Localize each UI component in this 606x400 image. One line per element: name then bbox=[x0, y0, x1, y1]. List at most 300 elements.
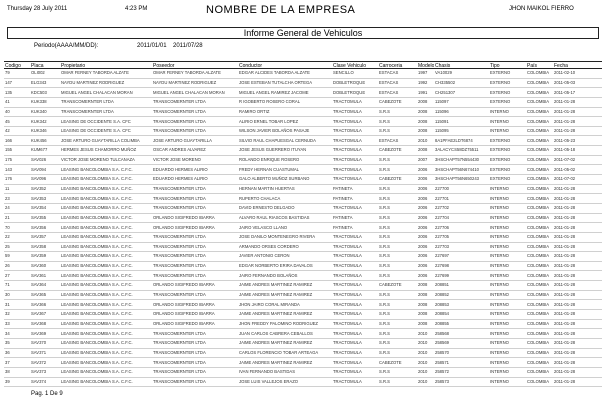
cell-clase-vehiculo: TRACTOMULA bbox=[332, 358, 378, 368]
cell-tipo: INTERNO bbox=[489, 261, 526, 271]
cell-carroceria: S.R.S bbox=[378, 213, 417, 223]
cell-fecha: 2011-05-02 bbox=[553, 165, 602, 175]
cell-poseedor: TRANSCOMERNTER LTDA bbox=[152, 126, 238, 136]
cell-placa: SAV373 bbox=[30, 367, 60, 377]
table-row bbox=[4, 223, 602, 233]
cell-placa: SAV368 bbox=[30, 319, 60, 329]
cell-tipo: EXTERNO bbox=[489, 69, 526, 78]
cell-tipo: EXTERNO bbox=[489, 155, 526, 165]
cell-chasis: 3HSCHAPT56N650243 bbox=[434, 175, 489, 185]
cell-codigo: 38 bbox=[4, 367, 30, 377]
cell-tipo: INTERNO bbox=[489, 252, 526, 262]
cell-modelo: 2008 bbox=[417, 146, 434, 156]
cell-propietario: LEASING BANCOLOMBIA S.A. C.F.C. bbox=[60, 329, 152, 339]
cell-tipo: INTERNO bbox=[489, 232, 526, 242]
cell-carroceria: S.R.S bbox=[378, 261, 417, 271]
cell-fecha: 2011-01-28 bbox=[553, 213, 602, 223]
cell-propietario: TRANSCOMERNTER LTDA bbox=[60, 97, 152, 107]
cell-fecha: 2011-05-17 bbox=[553, 88, 602, 98]
cell-poseedor: TRANSCOMERNTER LTDA bbox=[152, 290, 238, 300]
period-label: Periodo(AAAA/MM/DD): bbox=[34, 43, 99, 49]
cell-modelo: 2008 bbox=[417, 107, 434, 117]
cell-placa: SAV353 bbox=[30, 194, 60, 204]
cell-poseedor: TRANSCOMERNTER LTDA bbox=[152, 261, 238, 271]
page-number: Pag. 1 De 9 bbox=[31, 391, 63, 397]
cell-pais: COLOMBIA bbox=[526, 252, 553, 262]
cell-conductor: IVAN FERNANDO BASTIDAS bbox=[238, 367, 332, 377]
cell-tipo: INTERNO bbox=[489, 338, 526, 348]
table-row bbox=[4, 338, 602, 348]
table-row bbox=[4, 232, 602, 242]
column-header-conductor: Conductor bbox=[239, 62, 263, 69]
cell-codigo: 155 bbox=[4, 146, 30, 156]
cell-tipo: EXTERNO bbox=[489, 97, 526, 107]
cell-codigo: 11 bbox=[4, 184, 30, 194]
cell-codigo: 45 bbox=[4, 117, 30, 127]
table-row bbox=[4, 155, 602, 165]
cell-chasis: 227702 bbox=[434, 203, 489, 213]
cell-conductor: JAIME ANDRES MARTINEZ RAMIREZ bbox=[238, 290, 332, 300]
cell-pais: COLOMBIA bbox=[526, 223, 553, 233]
cell-poseedor: TRANSCOMERNTER LTDA bbox=[152, 194, 238, 204]
cell-conductor: JAIME ANDRES MARTINEZ RAMIREZ bbox=[238, 338, 332, 348]
cell-fecha: 2011-05-03 bbox=[553, 78, 602, 88]
cell-modelo: 2010 bbox=[417, 348, 434, 358]
cell-carroceria: S.R.S bbox=[378, 126, 417, 136]
cell-clase-vehiculo: TRACTOMULA bbox=[332, 329, 378, 339]
cell-clase-vehiculo: TRACTOMULA bbox=[332, 146, 378, 156]
cell-poseedor: ORLANDO SIGIFREDO IBARRA bbox=[152, 223, 238, 233]
table-row bbox=[4, 242, 602, 252]
cell-clase-vehiculo: TRACTOMULA bbox=[332, 107, 378, 117]
cell-chasis: 3HSCHAPT56N674410 bbox=[434, 165, 489, 175]
cell-modelo: 2006 bbox=[417, 271, 434, 281]
cell-modelo: 2008 bbox=[417, 290, 434, 300]
column-header-placa: Placa bbox=[31, 62, 44, 69]
cell-clase-vehiculo: TRACTOMULA bbox=[332, 242, 378, 252]
cell-carroceria: S.R.S bbox=[378, 271, 417, 281]
cell-chasis: 227698 bbox=[434, 261, 489, 271]
cell-poseedor: OSCAR ANDRES ALVAREZ bbox=[152, 146, 238, 156]
table-row bbox=[4, 213, 602, 223]
cell-tipo: EXTERNO bbox=[489, 88, 526, 98]
cell-modelo: 2008 bbox=[417, 126, 434, 136]
cell-conductor: CARLOS FLORENCIO TOBAR ARTEAGA bbox=[238, 348, 332, 358]
cell-codigo: 135 bbox=[4, 88, 30, 98]
period-from: 2011/01/01 bbox=[137, 43, 167, 49]
cell-clase-vehiculo: TRACTOMULA bbox=[332, 271, 378, 281]
cell-poseedor: TRANSCOMERNTER LTDA bbox=[152, 232, 238, 242]
cell-poseedor: EDUARDO HERMES ALIRIO bbox=[152, 165, 238, 175]
cell-clase-vehiculo: TRACTOMULA bbox=[332, 117, 378, 127]
column-header-pais: País bbox=[527, 62, 538, 69]
cell-codigo: 32 bbox=[4, 310, 30, 320]
cell-pais: COLOMBIA bbox=[526, 367, 553, 377]
cell-pais: COLOMBIA bbox=[526, 78, 553, 88]
cell-clase-vehiculo: DOBLETROQUE bbox=[332, 78, 378, 88]
cell-codigo: 23 bbox=[4, 194, 30, 204]
cell-tipo: INTERNO bbox=[489, 126, 526, 136]
cell-fecha: 2011-01-28 bbox=[553, 271, 602, 281]
cell-chasis: 258573 bbox=[434, 377, 489, 387]
cell-carroceria: S.R.S bbox=[378, 348, 417, 358]
cell-carroceria: S.R.S bbox=[378, 329, 417, 339]
cell-propietario: LEASING BANCOLOMBIA S.A. C.F.C. bbox=[60, 348, 152, 358]
cell-chasis: 227705 bbox=[434, 232, 489, 242]
cell-placa: SAV352 bbox=[30, 184, 60, 194]
cell-chasis: 3ALACYCS58DZ75511 bbox=[434, 146, 489, 156]
cell-propietario: NAYDU MARTINEZ RODRIGUEZ bbox=[60, 78, 152, 88]
cell-pais: COLOMBIA bbox=[526, 155, 553, 165]
cell-poseedor: ORLANDO SIGIFREDO IBARRA bbox=[152, 281, 238, 291]
cell-pais: COLOMBIA bbox=[526, 358, 553, 368]
table-row bbox=[4, 146, 602, 156]
cell-codigo: 37 bbox=[4, 358, 30, 368]
cell-clase-vehiculo: TRACTOMULA bbox=[332, 310, 378, 320]
cell-propietario: LEASING BANCOLOMBIA S.A. C.F.C. bbox=[60, 194, 152, 204]
cell-carroceria: CABEZOTE bbox=[378, 175, 417, 185]
cell-poseedor: EDUARDO HERMES ALIRIO bbox=[152, 175, 238, 185]
cell-carroceria: S.R.S bbox=[378, 194, 417, 204]
cell-clase-vehiculo: TRACTOMULA bbox=[332, 377, 378, 387]
cell-placa: KUK456 bbox=[30, 136, 60, 146]
cell-chasis: 208855 bbox=[434, 319, 489, 329]
table-row bbox=[4, 348, 602, 358]
cell-tipo: EXTERNO bbox=[489, 136, 526, 146]
cell-placa: SAV354 bbox=[30, 203, 60, 213]
table-row bbox=[4, 367, 602, 377]
cell-fecha: 2011-01-28 bbox=[553, 97, 602, 107]
cell-codigo: 30 bbox=[4, 290, 30, 300]
cell-pais: COLOMBIA bbox=[526, 271, 553, 281]
cell-propietario: TRANSCOMERNTER LTDA bbox=[60, 107, 152, 117]
cell-conductor: HERNAN MARTIN HUERTAS bbox=[238, 184, 332, 194]
table-row bbox=[4, 78, 602, 88]
cell-carroceria: S.R.S bbox=[378, 338, 417, 348]
table-row bbox=[4, 165, 602, 175]
report-user: JHON MAIKOL FIERRO bbox=[509, 6, 574, 12]
cell-poseedor: ORLANDO SIGIFREDO IBARRA bbox=[152, 319, 238, 329]
cell-chasis: 258570 bbox=[434, 348, 489, 358]
cell-clase-vehiculo: TRACTOMULA bbox=[332, 232, 378, 242]
cell-modelo: 2008 bbox=[417, 281, 434, 291]
cell-conductor: ALVARO RAUL RIASCOS BASTIDAS bbox=[238, 213, 332, 223]
cell-tipo: INTERNO bbox=[489, 281, 526, 291]
cell-propietario: LEASING DE OCCIDENTE S.A. CFC bbox=[60, 117, 152, 127]
cell-codigo: 35 bbox=[4, 338, 30, 348]
cell-fecha: 2011-01-28 bbox=[553, 319, 602, 329]
cell-chasis: CH251307 bbox=[434, 88, 489, 98]
cell-carroceria: S.R.S bbox=[378, 242, 417, 252]
cell-fecha: 2011-01-28 bbox=[553, 203, 602, 213]
cell-propietario: LEASING BANCOLOMBIA S.A. C.F.C. bbox=[60, 213, 152, 223]
cell-fecha: 2011-01-28 bbox=[553, 367, 602, 377]
cell-modelo: 2006 bbox=[417, 203, 434, 213]
cell-carroceria: S.R.S bbox=[378, 155, 417, 165]
table-row bbox=[4, 69, 602, 78]
cell-placa: ELG343 bbox=[30, 78, 60, 88]
cell-tipo: INTERNO bbox=[489, 319, 526, 329]
cell-codigo: 143 bbox=[4, 165, 30, 175]
cell-conductor: JAIME ANDRES MARTINEZ RAMIREZ bbox=[238, 310, 332, 320]
cell-chasis: 227704 bbox=[434, 213, 489, 223]
cell-clase-vehiculo: TRACTOMULA bbox=[332, 136, 378, 146]
cell-poseedor: TRANSCOMERNTER LTDA bbox=[152, 252, 238, 262]
cell-codigo: 41 bbox=[4, 97, 30, 107]
cell-fecha: 2011-01-28 bbox=[553, 194, 602, 204]
cell-codigo: 71 bbox=[4, 281, 30, 291]
cell-modelo: 2006 bbox=[417, 242, 434, 252]
cell-carroceria: S.R.S bbox=[378, 300, 417, 310]
cell-conductor: JOSE LUIS VALLEJOS ERAZO bbox=[238, 377, 332, 387]
cell-carroceria: S.R.S bbox=[378, 232, 417, 242]
cell-carroceria: CABEZOTE bbox=[378, 358, 417, 368]
cell-codigo: 22 bbox=[4, 232, 30, 242]
cell-carroceria: S.R.S bbox=[378, 203, 417, 213]
cell-codigo: 79 bbox=[4, 69, 30, 78]
cell-clase-vehiculo: PATINETA bbox=[332, 223, 378, 233]
cell-chasis: 115096 bbox=[434, 107, 489, 117]
cell-conductor: JAVIER ANTONIO CERON bbox=[238, 252, 332, 262]
cell-carroceria: CABEZOTE bbox=[378, 97, 417, 107]
table-row bbox=[4, 184, 602, 194]
cell-conductor: JAIME ANDRES MARTINEZ RAMIREZ bbox=[238, 281, 332, 291]
cell-codigo: 59 bbox=[4, 252, 30, 262]
cell-clase-vehiculo: PATINETA bbox=[332, 184, 378, 194]
cell-conductor: JAIRO VELASCO LLANO bbox=[238, 223, 332, 233]
cell-placa: SAV355 bbox=[30, 213, 60, 223]
table-row bbox=[4, 203, 602, 213]
cell-codigo: 175 bbox=[4, 155, 30, 165]
cell-tipo: INTERNO bbox=[489, 107, 526, 117]
cell-propietario: HERMES JESUS CHAMORRO MUÑOZ bbox=[60, 146, 152, 156]
table-row bbox=[4, 310, 602, 320]
cell-carroceria: S.R.S bbox=[378, 319, 417, 329]
cell-modelo: 2010 bbox=[417, 136, 434, 146]
cell-propietario: VICTOR JOSE MORENO TULCANAZA bbox=[60, 155, 152, 165]
cell-tipo: INTERNO bbox=[489, 300, 526, 310]
cell-fecha: 2011-01-28 bbox=[553, 232, 602, 242]
cell-codigo: 176 bbox=[4, 175, 30, 185]
cell-fecha: 2011-05-18 bbox=[553, 146, 602, 156]
cell-clase-vehiculo: DOBLETROQUE bbox=[332, 88, 378, 98]
cell-fecha: 2011-01-28 bbox=[553, 290, 602, 300]
cell-propietario: LEASING BANCOLOMBIA S.A. C.F.C. bbox=[60, 232, 152, 242]
cell-clase-vehiculo: TRACTOMULA bbox=[332, 261, 378, 271]
cell-placa: KDC503 bbox=[30, 88, 60, 98]
cell-clase-vehiculo: TRACTOMULA bbox=[332, 338, 378, 348]
cell-conductor: EDGAR ALCIDES TABORDA ALZATE bbox=[238, 69, 332, 78]
cell-clase-vehiculo: PATINETA bbox=[332, 213, 378, 223]
cell-chasis: VA10029 bbox=[434, 69, 489, 78]
cell-placa: KUM677 bbox=[30, 146, 60, 156]
cell-codigo: 166 bbox=[4, 136, 30, 146]
cell-conductor: ROLANDO ENRIQUE ROSERO bbox=[238, 155, 332, 165]
company-name: NOMBRE DE LA EMPRESA bbox=[206, 4, 356, 16]
cell-pais: COLOMBIA bbox=[526, 97, 553, 107]
cell-modelo: 2006 bbox=[417, 175, 434, 185]
cell-pais: COLOMBIA bbox=[526, 319, 553, 329]
cell-carroceria: ESTACAS bbox=[378, 88, 417, 98]
cell-modelo: 2008 bbox=[417, 300, 434, 310]
cell-placa: SAV365 bbox=[30, 290, 60, 300]
cell-pais: COLOMBIA bbox=[526, 242, 553, 252]
cell-poseedor: TRANSCOMERNTER LTDA bbox=[152, 367, 238, 377]
cell-conductor: WILSON JAVIER BOLAÑOS PASAJE bbox=[238, 126, 332, 136]
cell-fecha: 2011-07-02 bbox=[553, 175, 602, 185]
cell-placa: SAV358 bbox=[30, 242, 60, 252]
cell-chasis: 208853 bbox=[434, 300, 489, 310]
cell-pais: COLOMBIA bbox=[526, 165, 553, 175]
cell-poseedor: TRANSCOMERNTER LTDA bbox=[152, 338, 238, 348]
cell-clase-vehiculo: TRACTOMULA bbox=[332, 281, 378, 291]
cell-pais: COLOMBIA bbox=[526, 136, 553, 146]
cell-fecha: 2011-01-28 bbox=[553, 300, 602, 310]
table-row bbox=[4, 377, 602, 387]
cell-pais: COLOMBIA bbox=[526, 213, 553, 223]
cell-poseedor: TRANSCOMERNTER LTDA bbox=[152, 348, 238, 358]
cell-poseedor: ORLANDO SIGIFREDO IBARRA bbox=[152, 310, 238, 320]
cell-chasis: 115091 bbox=[434, 117, 489, 127]
cell-modelo: 2006 bbox=[417, 165, 434, 175]
cell-placa: SAV366 bbox=[30, 300, 60, 310]
table-row bbox=[4, 136, 602, 146]
cell-pais: COLOMBIA bbox=[526, 377, 553, 387]
column-header-codigo: Codigo bbox=[5, 62, 21, 69]
cell-conductor: JAIME ANDRES MARTINEZ RAMIREZ bbox=[238, 358, 332, 368]
cell-chasis: 227697 bbox=[434, 252, 489, 262]
cell-fecha: 2011-01-28 bbox=[553, 107, 602, 117]
cell-codigo: 70 bbox=[4, 223, 30, 233]
cell-placa: KUK338 bbox=[30, 97, 60, 107]
cell-fecha: 2011-01-28 bbox=[553, 358, 602, 368]
cell-modelo: 2006 bbox=[417, 252, 434, 262]
cell-carroceria: S.R.S bbox=[378, 377, 417, 387]
cell-fecha: 2011-01-28 bbox=[553, 117, 602, 127]
cell-tipo: EXTERNO bbox=[489, 146, 526, 156]
cell-tipo: EXTERNO bbox=[489, 78, 526, 88]
cell-placa: SAV356 bbox=[30, 223, 60, 233]
column-header-modelo: Modelo bbox=[418, 62, 434, 69]
cell-codigo: 147 bbox=[4, 78, 30, 88]
cell-conductor: ARMANDO ORSES CORDERO bbox=[238, 242, 332, 252]
table-row bbox=[4, 126, 602, 136]
cell-modelo: 2008 bbox=[417, 319, 434, 329]
cell-pais: COLOMBIA bbox=[526, 203, 553, 213]
cell-clase-vehiculo: TRACTOMULA bbox=[332, 348, 378, 358]
cell-propietario: LEASING BANCOLOMBIA S.A. C.F.C. bbox=[60, 281, 152, 291]
cell-modelo: 2006 bbox=[417, 194, 434, 204]
table-row bbox=[4, 319, 602, 329]
cell-carroceria: CABEZOTE bbox=[378, 281, 417, 291]
table-row bbox=[4, 300, 602, 310]
cell-propietario: LEASING BANCOLOMBIA S.A. C.F.C. bbox=[60, 338, 152, 348]
cell-propietario: LEASING BANCOLOMBIA S.A. C.F.C. bbox=[60, 271, 152, 281]
cell-carroceria: S.R.S bbox=[378, 165, 417, 175]
cell-chasis: 227706 bbox=[434, 223, 489, 233]
cell-fecha: 2011-01-28 bbox=[553, 261, 602, 271]
cell-fecha: 2011-01-28 bbox=[553, 348, 602, 358]
cell-poseedor: TRANSCOMERNTER LTDA bbox=[152, 358, 238, 368]
cell-tipo: INTERNO bbox=[489, 271, 526, 281]
cell-modelo: 1992 bbox=[417, 78, 434, 88]
cell-chasis: 115097 bbox=[434, 97, 489, 107]
cell-pais: COLOMBIA bbox=[526, 88, 553, 98]
cell-tipo: INTERNO bbox=[489, 348, 526, 358]
cell-pais: COLOMBIA bbox=[526, 107, 553, 117]
cell-clase-vehiculo: TRACTOMULA bbox=[332, 126, 378, 136]
cell-clase-vehiculo: PATINETA bbox=[332, 194, 378, 204]
cell-codigo: 36 bbox=[4, 348, 30, 358]
cell-pais: COLOMBIA bbox=[526, 126, 553, 136]
cell-clase-vehiculo: TRACTOMULA bbox=[332, 175, 378, 185]
cell-chasis: 227699 bbox=[434, 271, 489, 281]
cell-pais: COLOMBIA bbox=[526, 261, 553, 271]
cell-propietario: LEASING BANCOLOMBIA S.A. C.F.C. bbox=[60, 203, 152, 213]
cell-clase-vehiculo: TRACTOMULA bbox=[332, 97, 378, 107]
cell-conductor: EDGAR NORBERTO ERIRA DAVALOS bbox=[238, 261, 332, 271]
cell-carroceria: S.R.S bbox=[378, 367, 417, 377]
cell-modelo: 2008 bbox=[417, 310, 434, 320]
cell-carroceria: ESTACAS bbox=[378, 136, 417, 146]
cell-fecha: 2011-01-28 bbox=[553, 338, 602, 348]
cell-fecha: 2011-01-28 bbox=[553, 377, 602, 387]
cell-poseedor: TRANSCOMERNTER LTDA bbox=[152, 107, 238, 117]
cell-poseedor: JOSE ARTURO GUAYTARILLA bbox=[152, 136, 238, 146]
cell-poseedor: OMAR FERNEY TABORDA ALZATE bbox=[152, 69, 238, 78]
cell-fecha: 2011-01-28 bbox=[553, 223, 602, 233]
cell-fecha: 2011-01-28 bbox=[553, 184, 602, 194]
cell-conductor: R IGOBERTO ROSERO CORAL bbox=[238, 97, 332, 107]
cell-codigo: 40 bbox=[4, 107, 30, 117]
cell-pais: COLOMBIA bbox=[526, 281, 553, 291]
cell-tipo: INTERNO bbox=[489, 358, 526, 368]
report-date: Thursday 28 July 2011 bbox=[7, 6, 68, 12]
cell-chasis: 258572 bbox=[434, 367, 489, 377]
cell-placa: SAV094 bbox=[30, 165, 60, 175]
cell-fecha: 2011-01-28 bbox=[553, 310, 602, 320]
column-header-tipo: Tipo bbox=[490, 62, 500, 69]
cell-propietario: LEASING BANCOLOMBIA S.A. C.F.C. bbox=[60, 223, 152, 233]
cell-modelo: 1997 bbox=[417, 69, 434, 78]
cell-placa: SAV372 bbox=[30, 358, 60, 368]
cell-propietario: JOSE ARTURO GUAYTARILLA COLIMBA bbox=[60, 136, 152, 146]
cell-fecha: 2011-01-28 bbox=[553, 281, 602, 291]
cell-propietario: LEASING DE OCCIDENTE S.A. CFC bbox=[60, 126, 152, 136]
cell-carroceria: S.R.S bbox=[378, 223, 417, 233]
cell-chasis: 115095 bbox=[434, 126, 489, 136]
cell-tipo: INTERNO bbox=[489, 223, 526, 233]
cell-placa: OLI002 bbox=[30, 69, 60, 78]
cell-poseedor: ORLANDO SIGIFREDO IBARRA bbox=[152, 300, 238, 310]
cell-pais: COLOMBIA bbox=[526, 310, 553, 320]
table-row bbox=[4, 175, 602, 185]
cell-placa: SAV096 bbox=[30, 175, 60, 185]
cell-placa: SAV026 bbox=[30, 155, 60, 165]
cell-conductor: JAIRO FERNANDO BOLAÑOS bbox=[238, 271, 332, 281]
cell-conductor: JOSE JESUS GUERRERO ITUYAN bbox=[238, 146, 332, 156]
cell-modelo: 2006 bbox=[417, 223, 434, 233]
cell-carroceria: S.R.S bbox=[378, 184, 417, 194]
header-rule-bottom bbox=[4, 68, 602, 69]
cell-tipo: EXTERNO bbox=[489, 175, 526, 185]
cell-propietario: LEASING BANCOLOMBIA S.A. C.F.C. bbox=[60, 290, 152, 300]
cell-fecha: 2011-02-10 bbox=[553, 69, 602, 78]
cell-pais: COLOMBIA bbox=[526, 348, 553, 358]
cell-poseedor: TRANSCOMERNTER LTDA bbox=[152, 271, 238, 281]
cell-placa: KUK340 bbox=[30, 107, 60, 117]
cell-fecha: 2011-01-28 bbox=[553, 329, 602, 339]
